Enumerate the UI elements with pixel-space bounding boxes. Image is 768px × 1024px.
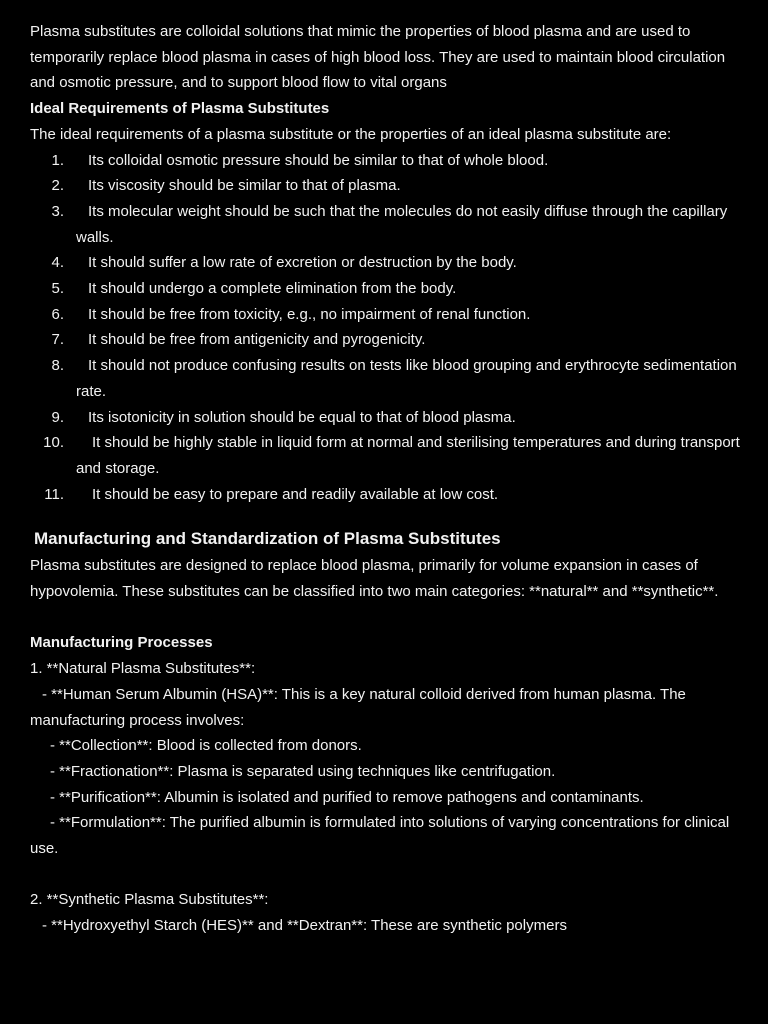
- list-text: Its colloidal osmotic pressure should be similar to that of whole blood.: [88, 151, 549, 169]
- list-item: [30, 430, 748, 481]
- list-item: [30, 353, 748, 404]
- list-item: [30, 276, 748, 302]
- list-number: 2.: [51, 177, 64, 195]
- process-step: - **Formulation**: The purified albumin is formulated into solutions of varying concentrations for clinical use.: [30, 814, 730, 858]
- list-item: [30, 250, 748, 276]
- list-number: 7.: [51, 331, 64, 349]
- list-number: 1.: [51, 151, 64, 169]
- list-item: [30, 327, 748, 353]
- list-text: It should be highly stable in liquid form at normal and sterilising temperatures and during transport and storage.: [76, 434, 740, 477]
- process-step: - **Purification**: Albumin is isolated and purified to remove pathogens and contaminants.: [50, 788, 644, 806]
- process-step: - **Fractionation**: Plasma is separated using techniques like centrifugation.: [50, 762, 556, 780]
- list-text: Its isotonicity in solution should be equal to that of blood plasma.: [88, 408, 516, 426]
- list-text: It should be free from antigenicity and pyrogenicity.: [88, 331, 426, 349]
- manufacturing-heading: Manufacturing and Standardization of Plasma Substitutes: [34, 529, 501, 549]
- list-item: [30, 405, 748, 431]
- list-text: It should undergo a complete elimination from the body.: [88, 280, 457, 298]
- requirements-heading: Ideal Requirements of Plasma Substitutes: [30, 100, 330, 118]
- requirements-list: [30, 148, 748, 508]
- list-text: It should be easy to prepare and readily available at low cost.: [92, 485, 499, 503]
- list-item: [30, 173, 748, 199]
- list-item: [30, 302, 748, 328]
- process-step: - **Collection**: Blood is collected from donors.: [50, 737, 362, 755]
- process-step-formulation: [30, 810, 748, 861]
- list-text: It should suffer a low rate of excretion or destruction by the body.: [88, 254, 517, 272]
- list-number: 6.: [51, 305, 64, 323]
- list-number: 11.: [44, 485, 64, 503]
- list-number: 3.: [51, 202, 64, 220]
- list-item: [30, 148, 748, 174]
- list-number: 8.: [51, 357, 64, 375]
- requirements-lead: The ideal requirements of a plasma substitute or the properties of an ideal plasma substitute are:: [30, 125, 672, 143]
- hes-paragraph: - **Hydroxyethyl Starch (HES)** and **Dextran**: These are synthetic polymers: [42, 917, 567, 935]
- list-item: [30, 482, 748, 508]
- list-number: 5.: [51, 280, 64, 298]
- list-text: It should not produce confusing results on tests like blood grouping and erythrocyte sedimentation rate.: [76, 357, 737, 400]
- list-text: It should be free from toxicity, e.g., no impairment of renal function.: [88, 305, 531, 323]
- hsa-paragraph: [30, 682, 748, 733]
- list-item: [30, 199, 748, 250]
- processes-heading: Manufacturing Processes: [30, 634, 213, 652]
- list-number: 9.: [51, 408, 64, 426]
- list-number: 10.: [43, 434, 64, 452]
- synthetic-title: 2. **Synthetic Plasma Substitutes**:: [30, 891, 269, 909]
- list-text: Its viscosity should be similar to that of plasma.: [88, 177, 401, 195]
- hsa-text: - **Human Serum Albumin (HSA)**: This is a key natural colloid derived from human plasma. The manufacturing process involves:: [30, 685, 686, 729]
- manufacturing-intro: Plasma substitutes are designed to replace blood plasma, primarily for volume expansion in cases of hypovolemia. These substitutes can be classified into two main categories: **natural** and **synthetic**.: [30, 557, 719, 601]
- intro-paragraph: Plasma substitutes are colloidal solutions that mimic the properties of blood plasma and are used to temporarily replace blood plasma in cases of high blood loss. They are used to maintain blood circulation and osmotic pressure, and to support blood flow to vital organs: [30, 23, 726, 92]
- natural-title: 1. **Natural Plasma Substitutes**:: [30, 660, 256, 678]
- list-number: 4.: [51, 254, 64, 272]
- list-text: Its molecular weight should be such that the molecules do not easily diffuse through the capillary walls.: [76, 202, 728, 246]
